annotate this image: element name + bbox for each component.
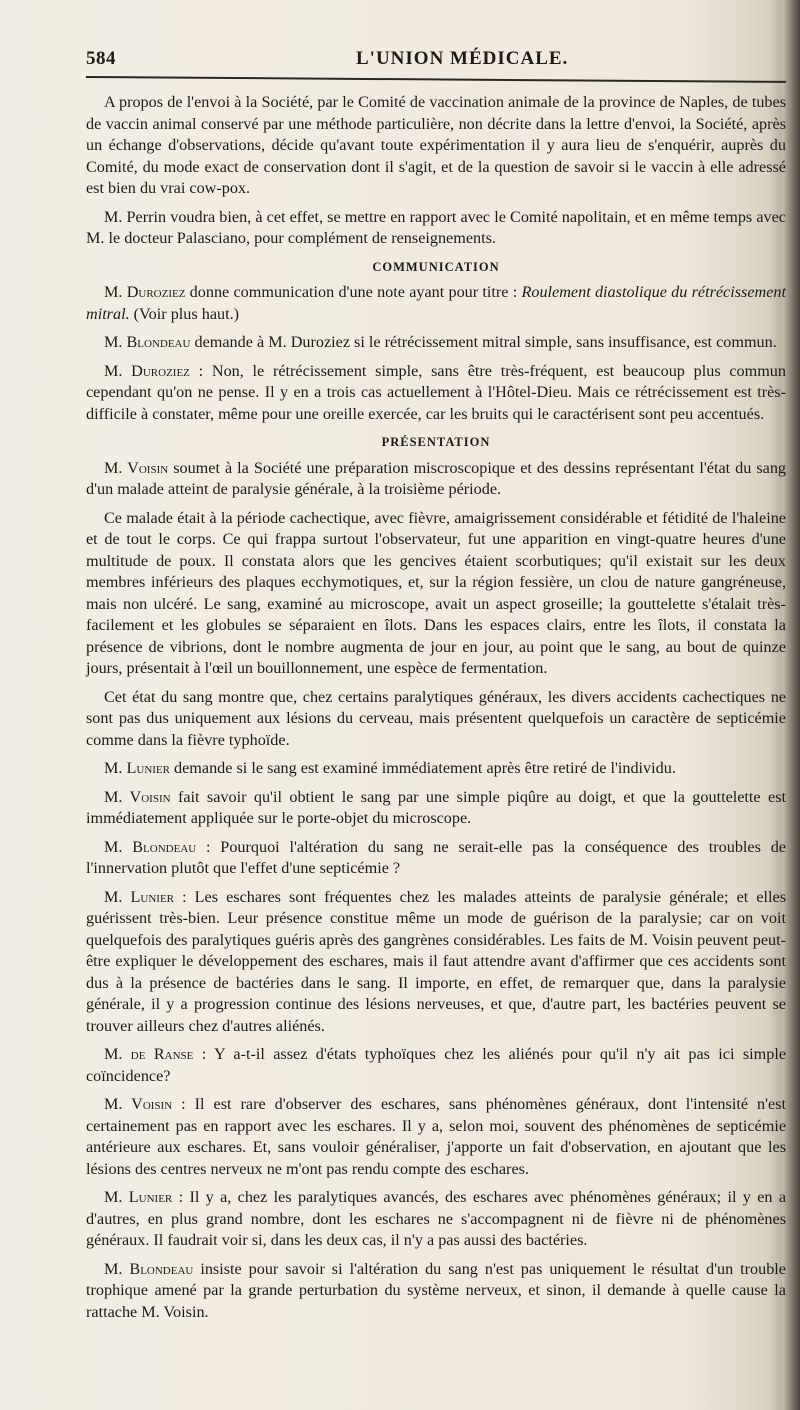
speaker-name: M. Blondeau [104, 837, 197, 856]
paragraph [86, 1094, 786, 1180]
paragraph-text: : Pourquoi l'altération du sang ne serait-elle pas la conséquence des troubles de l'innervation plutôt que l'effet d'une septicémie ? [86, 837, 786, 877]
page-header [86, 44, 786, 80]
paragraph [86, 1187, 786, 1252]
speaker-name: M. Voisin [104, 1095, 173, 1113]
speaker-name: M. Lunier [104, 1188, 173, 1206]
paragraph-text: : Y a-t-il assez d'états typhoïques chez les aliénés pour qu'il n'y ait pas ici simple coïncidence? [86, 1045, 786, 1085]
speaker-name: M. Voisin [104, 787, 171, 806]
speaker-name: M. Lunier [104, 887, 175, 906]
running-head: L'UNION MÉDICALE. [356, 48, 569, 69]
paragraph [86, 361, 786, 426]
paragraph-text: fait savoir qu'il obtient le sang par une simple piqûre au doigt, et que la gouttelette est immédiatement appliquée sur le porte-objet du microscope. [86, 787, 786, 827]
paragraph: Cet état du sang montre que, chez certains paralytiques généraux, les divers accidents cachectiques ne sont pas dus uniquement aux lésions du cerveau, mais présentent quelquefois un caractère de septicémie comme dans la fièvre typhoïde. [86, 687, 786, 749]
paragraph [86, 787, 786, 830]
speaker-name: M. Blondeau [104, 333, 191, 351]
page-number: 584 [86, 48, 116, 69]
paragraph-text: : Les eschares sont fréquentes chez les malades atteints de paralysie générale; et elles guérissent très-bien. Leur présence constitue même un mode de guérison de la paralysie; car on voit quelquefois des paralytiques guéris après des gangrènes considérables. Les faits de M. Voisin peuvent peut-être expliquer le développement des eschares, mais il faut attendre avant d'affirmer que ces accidents sont dus à la présence de bactéries dans le sang. Il importe, en effet, de remarquer que, dans la paralysie générale, il y a progression continue des lésions nerveuses, et que, d'autre part, les bactéries peuvent se trouver ailleurs chez d'autres aliénés. [86, 887, 786, 1035]
paragraph-text: soumet à la Société une préparation miscroscopique et des dessins représentant l'état du sang d'un malade atteint de paralysie générale, à la troisième période. [86, 458, 787, 498]
speaker-name: M. Lunier [104, 759, 170, 777]
paragraph-text: demande à M. Duroziez si le rétrécissement mitral simple, sans insuffisance, est commun. [190, 333, 777, 351]
paragraph [86, 758, 786, 780]
paragraph: A propos de l'envoi à la Société, par le Comité de vaccination animale de la province de Naples, de tubes de vaccin animal conservé par une méthode particulière, non décrite dans la lettre d'envoi, la Société, après un échange d'observations, décide qu'avant toute expérimentation il y aura lieu de s'enquérir, auprès du Comité, du mode exact de conservation dont il s'agit, et de la question de savoir si le vaccin à elle adressé est bien du vrai cow-pox. [86, 93, 786, 197]
paragraph [86, 1044, 786, 1087]
speaker-name: M. de Ranse [104, 1045, 194, 1063]
paragraph [86, 887, 786, 1038]
speaker-name: M. Voisin [104, 458, 169, 477]
speaker-name: M. Duroziez [104, 283, 186, 301]
paragraph [86, 837, 786, 880]
paragraph [86, 282, 786, 325]
paragraph-text: : Il y a, chez les paralytiques avancés, des eschares avec phénomènes généraux; il y en a d'autres, en plus grand nombre, dont les eschares ne s'accompagnent ni de fièvre ni de phénomènes généraux. Il faudrait voir si, dans les deux cas, il n'y a pas aussi des bactéries. [86, 1188, 787, 1249]
note-title: Roulement diastolique du rétrécissement mitral. [86, 283, 786, 323]
speaker-name: M. Blondeau [104, 1259, 194, 1278]
section-heading-communication: COMMUNICATION [372, 259, 500, 274]
paragraph-text: (Voir plus haut.) [129, 304, 240, 323]
paragraph: Ce malade était à la période cachectique, avec fièvre, amaigrissement considérable et fétidité de l'haleine et de tout le corps. Ce qui frappa surtout l'observateur, fut une apparition en vingt-quatre heures d'une multitude de poux. Il constata alors que les gencives étaient scorbutiques; qu'il existait sur les deux membres inférieurs des plaques ecchymotiques, et, sur la région fessière, un clou de nature gangréneuse, mais non ulcéré. Le sang, examiné au microscope, avait un aspect groseille; la gouttelette s'étalait très-facilement et les globules se séparaient en îlots. Dans les espaces clairs, entre les îlots, il constata la présence de vibrions, dont le nombre augmenta de jour en jour, au point que le sang, au bout de quinze jours, présentait à l'œil un bouillonnement, une espèce de fermentation. [86, 508, 786, 677]
paragraph-text: : Il est rare d'observer des eschares, sans phénomènes généraux, dont l'intensité n'est certainement pas en rapport avec les eschares. Il y a, selon moi, souvent des phénomènes de septicémie antérieure aux eschares. Et, sans vouloir généraliser, j'apporte un fait d'observation, en ajoutant que les lésions des centres nerveux ne m'ont pas rendu compte des eschares. [86, 1095, 786, 1178]
speaker-name: M. Duroziez [104, 361, 190, 380]
paragraph: M. Perrin voudra bien, à cet effet, se mettre en rapport avec le Comité napolitain, et en même temps avec M. le docteur Palasciano, pour complément de renseignements. [86, 207, 786, 247]
paragraph [86, 1259, 786, 1324]
paragraph [86, 458, 786, 501]
article-body [86, 92, 786, 1330]
paragraph-text: demande si le sang est examiné immédiatement après être retiré de l'individu. [169, 759, 676, 777]
paragraph-text: : Non, le rétrécissement simple, sans être très-fréquent, est beaucoup plus commun cependant qu'on ne pense. Il y en a trois cas actuellement à l'Hôtel-Dieu. Mais ce rétrécissement est très-difficile à constater, même pour une oreille exercée, car les bruits qui le caractérisent sont peu accentués. [86, 361, 786, 423]
paragraph-text: insiste pour savoir si l'altération du sang n'est pas uniquement le résultat d'un trouble trophique amené par la grande perturbation du système nerveux, et sinon, il demande à quelle cause la rattache M. Voisin. [86, 1259, 786, 1321]
paragraph-text: donne communication d'une note ayant pour titre : [185, 283, 522, 301]
paragraph [86, 332, 786, 354]
section-heading-presentation: PRÉSENTATION [381, 435, 491, 449]
